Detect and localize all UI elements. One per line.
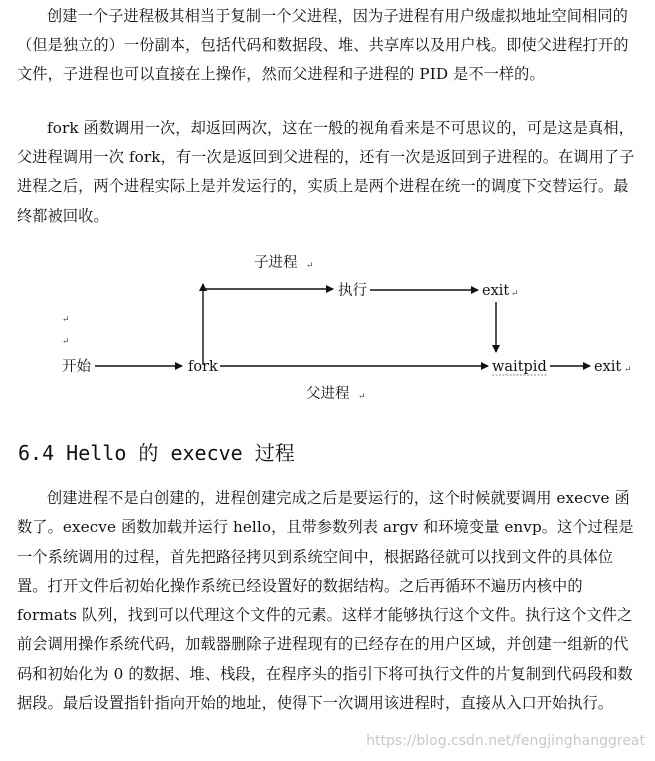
label-waitpid: waitpid bbox=[492, 359, 547, 375]
label-execute: 执行 bbox=[338, 283, 367, 299]
return-mark: ↵ bbox=[62, 337, 70, 347]
label-exit-final: exit bbox=[594, 359, 622, 375]
return-mark: ↵ bbox=[511, 289, 519, 299]
label-exit-child: exit bbox=[482, 283, 510, 299]
label-child-process: 子进程 bbox=[254, 255, 298, 271]
section-heading bbox=[18, 438, 295, 468]
paragraph-fork-returns: fork 函数调用一次，却返回两次，这在一般的视角看来是不可思议的，可是这是真相，父进程调用一次 fork，有一次是返回到父进程的，还有一次是返回到子进程的。在调用了子进程之后，两个进程实际上是并发运行的，实质上是两个进程在统一的调度下交替运行。最终都被回收。 bbox=[17, 119, 635, 225]
return-mark: ↵ bbox=[624, 365, 632, 375]
heading-particle: 的 bbox=[138, 441, 159, 465]
heading-term: execve bbox=[170, 441, 243, 465]
label-fork: fork bbox=[188, 359, 218, 375]
label-parent-process: 父进程 bbox=[306, 386, 350, 402]
paragraph-fork-copy: 创建一个子进程极其相当于复制一个父进程，因为子进程有用户级虚拟地址空间相同的（但是独立的）一份副本，包括代码和数据段、堆、共享库以及用户栈。即使父进程打开的文件，子进程也可以直接在上操作，然而父进程和子进程的 PID 是不一样的。 bbox=[17, 7, 629, 84]
heading-tail: 过程 bbox=[254, 441, 295, 465]
label-start: 开始 bbox=[62, 359, 91, 375]
paragraph-execve: 创建进程不是白创建的，进程创建完成之后是要运行的，这个时候就要调用 execve 函数了。execve 函数加载并运行 hello，且带参数列表 argv 和环境变量 envp。这个过程是一个系统调用的过程，首先把路径拷贝到系统空间中，根据路径就可以找到文件的具体位置。打开文件后初始化操作系统已经设置好的数据结构。之后再循环不遍历内核中的 formats 队列，找到可以代理这个文件的元素。这样才能够执行这个文件。执行这个文件之前会调用操作系统代码，加载器删除子进程现有的已经存在的用户区域，并创建一组新的代码和初始化为 0 的数据、堆、栈段，在程序头的指引下将可执行文件的片复制到代码段和数据段。最后设置指针指向开始的地址，使得下一次调用该进程时，直接从入口开始执行。 bbox=[17, 489, 634, 713]
return-mark: ↵ bbox=[62, 315, 70, 325]
heading-number: 6.4 Hello bbox=[18, 441, 127, 465]
return-mark: ↵ bbox=[358, 392, 366, 402]
process-flow-diagram bbox=[0, 240, 655, 410]
return-mark: ↵ bbox=[306, 261, 314, 271]
watermark-url: https://blog.csdn.net/fengjinghanggreat bbox=[366, 733, 645, 749]
